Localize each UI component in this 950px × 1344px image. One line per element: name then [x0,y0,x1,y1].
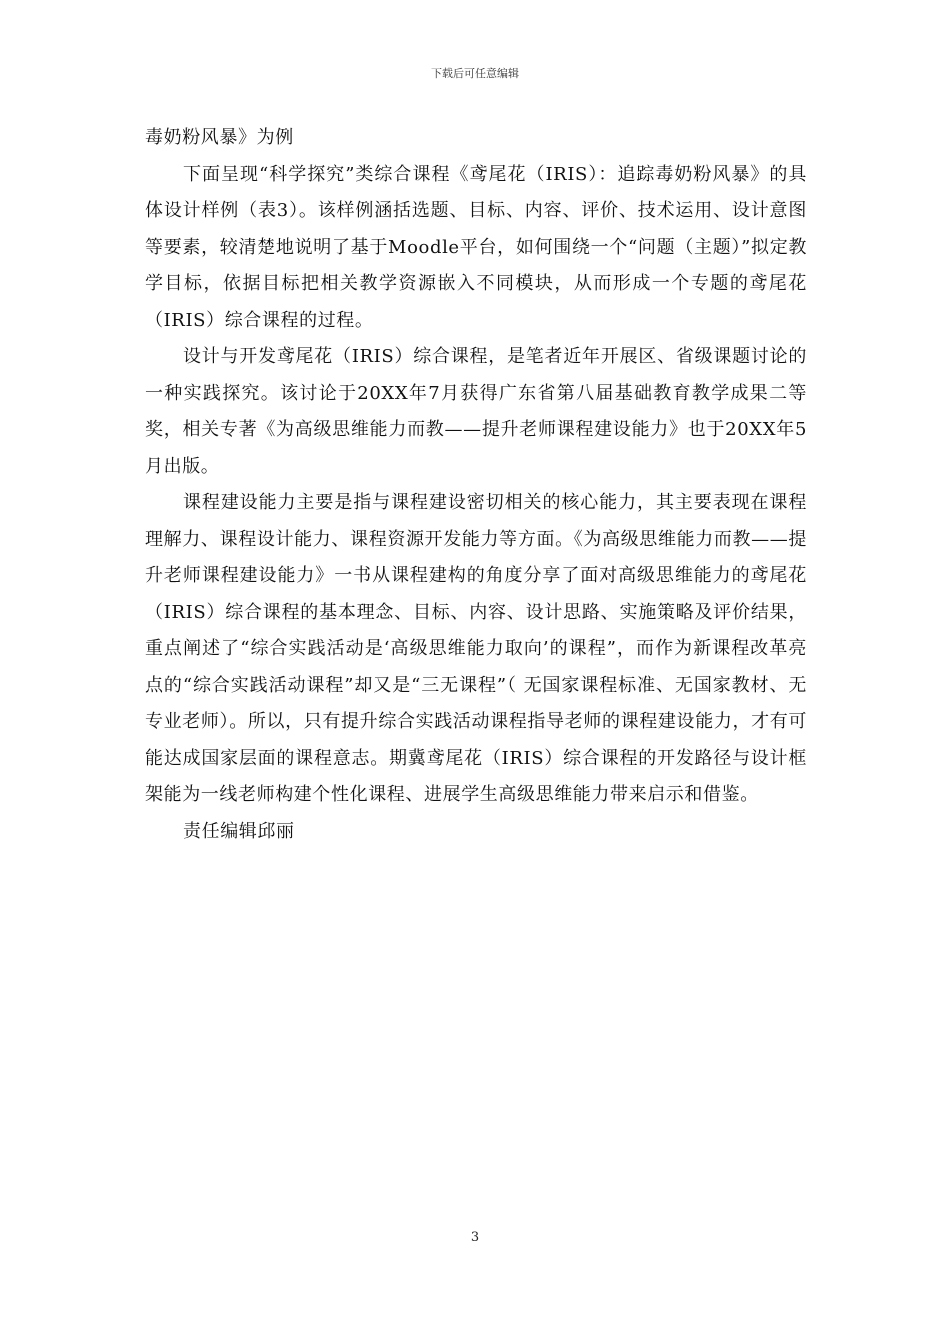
page-header: 下载后可任意编辑 [431,67,519,80]
document-body [145,120,807,850]
paragraph-research-practice: 设计与开发鸢尾花（IRIS）综合课程，是笔者近年开展区、省级课题讨论的一种实践探究。该讨论于20XX年7月获得广东省第八届基础教育教学成果二等奖，相关专著《为高级思维能力而教——提升老师课程建设能力》也于20XX年5月出版。 [145,346,807,477]
page-number: 3 [470,1230,480,1245]
paragraph-curriculum-capacity: 课程建设能力主要是指与课程建设密切相关的核心能力，其主要表现在课程理解力、课程设计能力、课程资源开发能力等方面。《为高级思维能力而教——提升老师课程建设能力》一书从课程建构的角度分享了面对高级思维能力的鸢尾花（IRIS）综合课程的基本理念、目标、内容、设计思路、实施策略及评价结果，重点阐述了“综合实践活动是‘高级思维能力取向’的课程”，而作为新课程改革亮点的“综合实践活动课程”却又是“三无课程”（ 无国家课程标准、无国家教材、无专业老师）。所以，只有提升综合实践活动课程指导老师的课程建设能力，才有可能达成国家层面的课程意志。期冀鸢尾花（IRIS）综合课程的开发路径与设计框架能为一线老师构建个性化课程、进展学生高级思维能力带来启示和借鉴。 [145,492,807,805]
paragraph-continuation: 毒奶粉风暴》为例 [145,127,294,148]
paragraph-editor: 责任编辑邱丽 [183,820,295,842]
paragraph-sample-design: 下面呈现“科学探究”类综合课程《鸢尾花（IRIS）：追踪毒奶粉风暴》的具体设计样例（表3）。该样例涵括选题、目标、内容、评价、技术运用、设计意图等要素，较清楚地说明了基于Moodle平台，如何围绕一个“问题（主题）”拟定教学目标，依据目标把相关教学资源嵌入不同模块，从而形成一个专题的鸢尾花（IRIS）综合课程的过程。 [145,163,807,331]
